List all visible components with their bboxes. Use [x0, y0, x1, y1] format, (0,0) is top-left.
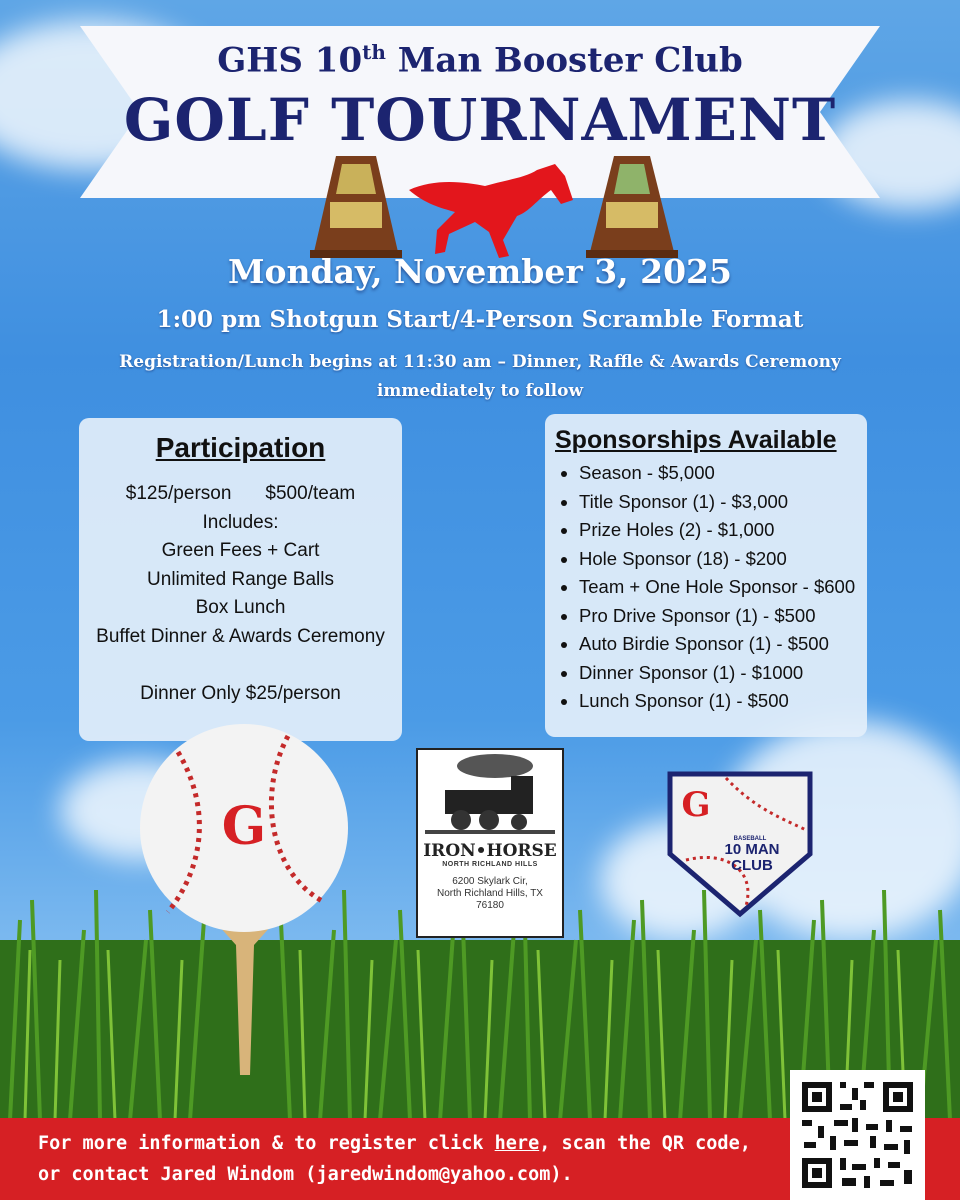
event-date: Monday, November 3, 2025 [228, 252, 732, 291]
participation-panel [79, 418, 402, 741]
sponsorships-heading: Sponsorships Available [555, 426, 837, 454]
include-item: Box Lunch [195, 597, 286, 618]
golf-tee [210, 925, 280, 1085]
svg-text:10 MAN: 10 MAN [724, 841, 780, 858]
sponsorship-item: • Title Sponsor (1) - $3,000 [579, 488, 867, 517]
trophy-icon [582, 152, 682, 258]
sponsorship-list [545, 459, 867, 716]
venue-address: 6200 Skylark Cir, North Richland Hills, TX 76180 [437, 876, 543, 911]
svg-text:G: G [681, 785, 711, 825]
trophy-icon [306, 152, 406, 258]
event-format: 1:00 pm Shotgun Start/4-Person Scramble Format [156, 306, 804, 333]
include-item: Green Fees + Cart [161, 540, 320, 561]
sponsorship-item: • Team + One Hole Sponsor - $600 [579, 573, 867, 602]
dinner-only-price: Dinner Only $25/person [140, 682, 341, 704]
mustang-logo [405, 160, 575, 260]
sponsorship-item: • Auto Birdie Sponsor (1) - $500 [579, 630, 867, 659]
qr-code[interactable] [790, 1070, 925, 1200]
svg-text:CLUB: CLUB [731, 857, 773, 874]
registration-info: Registration/Lunch begins at 11:30 am – Dinner, Raffle & Awards Ceremony immediately to follow [119, 352, 841, 401]
sponsorship-item: • Dinner Sponsor (1) - $1000 [579, 659, 867, 688]
price-line: $125/person $500/team [125, 483, 356, 504]
sponsorship-item: • Prize Holes (2) - $1,000 [579, 516, 867, 545]
golf-baseball-logo [138, 722, 350, 934]
club-name: GHS 10th Man Booster Club [217, 40, 743, 81]
venue-name: IRON•HORSE [423, 841, 557, 861]
page-title: GOLF TOURNAMENT [123, 86, 837, 154]
sponsorship-item: • Hole Sponsor (18) - $200 [579, 545, 867, 574]
register-link[interactable]: here [494, 1133, 540, 1154]
svg-text:G: G [221, 796, 267, 857]
venue-logo [416, 748, 564, 938]
sponsorship-item: • Season - $5,000 [579, 459, 867, 488]
include-item: Unlimited Range Balls [147, 568, 334, 590]
include-item: Buffet Dinner & Awards Ceremony [96, 625, 385, 647]
sponsorship-item: • Pro Drive Sponsor (1) - $500 [579, 602, 867, 631]
venue-subtitle: NORTH RICHLAND HILLS [442, 861, 538, 868]
svg-text:BASEBALL: BASEBALL [733, 836, 767, 842]
sponsorship-item: • Lunch Sponsor (1) - $500 [579, 687, 867, 716]
ten-man-club-logo [666, 770, 814, 918]
participation-heading: Participation [155, 432, 326, 463]
footer-contact-text: For more information & to register click here, scan the QR code, or contact Jared Windom (jaredwindom@yahoo.com). [38, 1133, 751, 1185]
sponsorships-panel [545, 414, 867, 737]
includes-label: Includes: [202, 511, 279, 533]
train-icon [425, 750, 555, 834]
